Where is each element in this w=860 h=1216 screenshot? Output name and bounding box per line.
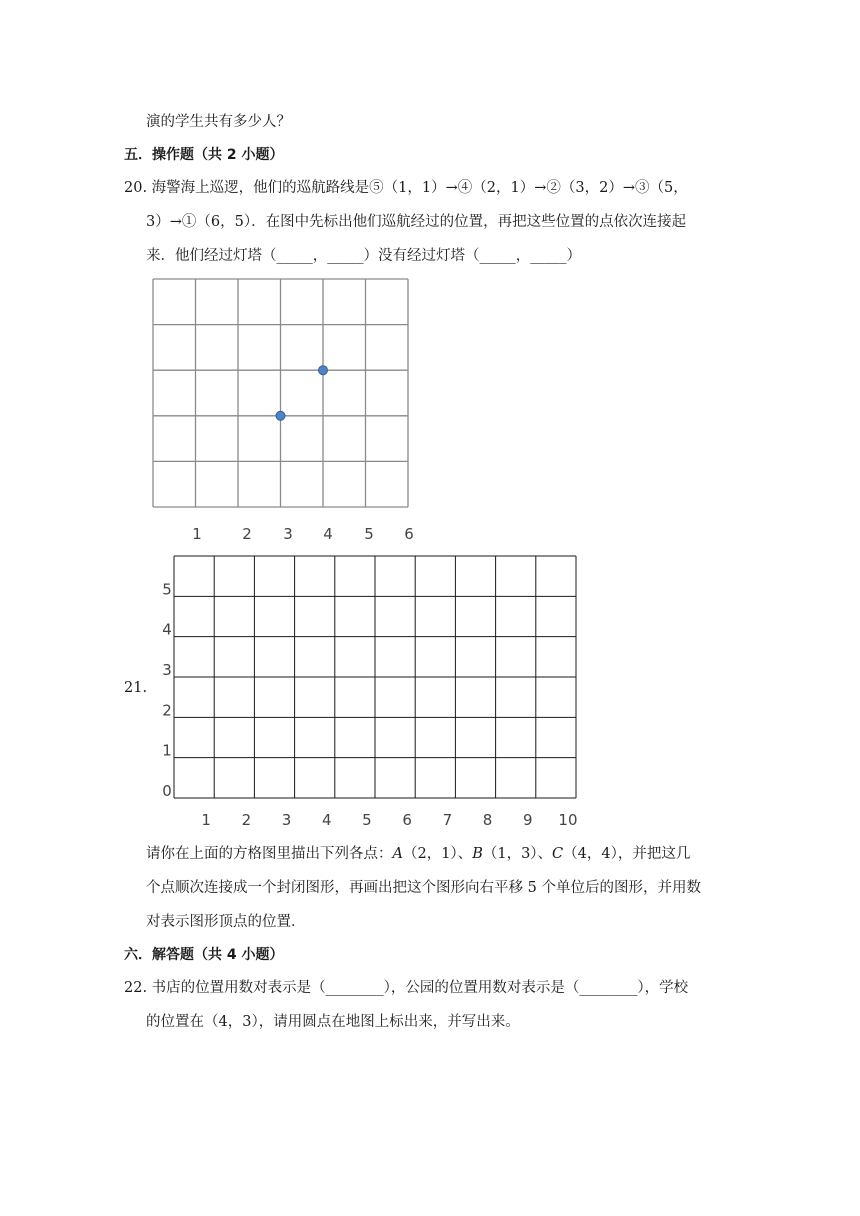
coord-b: （1，3）、 [482, 846, 553, 862]
coord-a: （2，1）、 [402, 846, 473, 862]
section-title-answer: 六．解答题（共 4 小题） [124, 947, 284, 963]
question-21-line3: 对表示图形顶点的位置． [146, 914, 306, 930]
question-text: 书店的位置用数对表示是（________），公园的位置用数对表示是（________），学校 [151, 980, 689, 996]
x-axis-label: 4 [323, 525, 333, 543]
y-axis-label: 1 [162, 741, 172, 760]
x-axis-label: 4 [321, 811, 332, 829]
x-axis-label: 2 [241, 811, 252, 829]
question-text: 请你在上面的方格图里描出下列各点： [146, 846, 393, 862]
question-number: 22. [124, 980, 148, 996]
coord-c: （4，4），并把这几 [563, 846, 691, 862]
x-axis-label: 5 [364, 525, 374, 543]
point-b-label: B [472, 846, 483, 862]
question-21-line2: 个点顺次连接成一个封闭图形，再画出把这个图形向右平移 5 个单位后的图形，并用数 [146, 880, 701, 896]
x-axis-label: 6 [402, 811, 412, 829]
question-20-line3: 来．他们经过灯塔（_____，_____）没有经过灯塔（_____，_____） [146, 248, 581, 264]
question-20-line2: 3）→①（6，5）．在图中先标出他们巡航经过的位置，再把这些位置的点依次连接起 [146, 214, 687, 230]
x-axis-label: 1 [192, 525, 202, 543]
y-axis-label: 4 [162, 620, 172, 639]
y-axis-label: 3 [162, 661, 172, 679]
x-axis-label: 10 [558, 811, 578, 829]
x-axis-label: 3 [283, 525, 293, 543]
point-c-label: C [552, 846, 564, 862]
x-axis-label: 3 [281, 811, 292, 829]
y-axis-label: 0 [162, 782, 172, 800]
question-22-line1 [124, 978, 688, 998]
x-axis-label: 8 [482, 811, 493, 829]
x-axis-label: 7 [442, 811, 453, 829]
x-axis-label: 9 [522, 811, 533, 829]
question-21-number: 21. [124, 680, 148, 696]
x-axis-label: 1 [201, 811, 211, 829]
y-axis-label: 2 [162, 701, 172, 720]
x-axis-label: 2 [242, 525, 252, 543]
point-a-label: A [392, 846, 403, 862]
x-axis-label: 5 [362, 811, 372, 829]
x-axis-label: 6 [404, 525, 414, 543]
question-number: 20. [124, 180, 148, 196]
question-22-line2: 的位置在（4，3），请用圆点在地图上标出来，并写出来。 [146, 1014, 520, 1030]
section-title-operation: 五．操作题（共 2 小题） [124, 147, 284, 163]
question-fragment: 演的学生共有多少人？ [146, 114, 291, 130]
y-axis-label: 5 [162, 580, 172, 599]
question-text: 海警海上巡逻，他们的巡航路线是⑤（1，1）→④（2，1）→②（3，2）→③（5， [151, 180, 688, 196]
question-21-line1 [146, 844, 690, 864]
